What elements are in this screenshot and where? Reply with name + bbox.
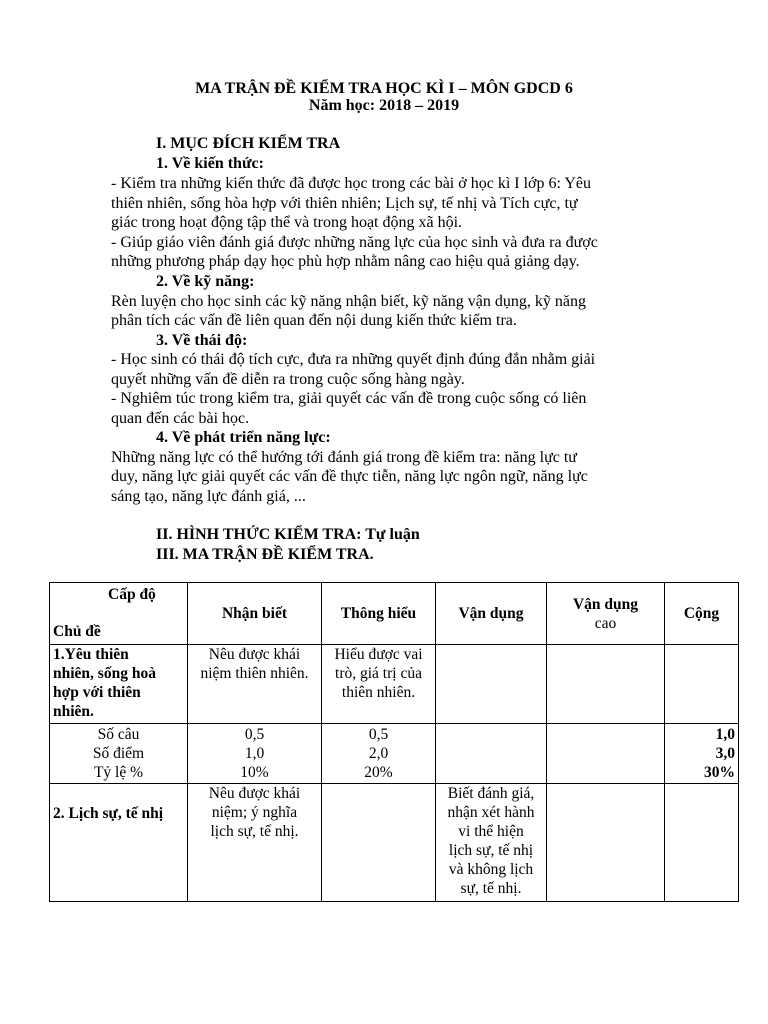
paragraph-line: - Nghiêm túc trong kiểm tra, giải quyết các vấn đề trong cuộc sống có liên: [111, 390, 587, 407]
text-line: sự, tế nhị.: [460, 880, 522, 897]
stats-1-understand-cell: [322, 724, 436, 784]
header-recognize: Nhận biết: [188, 583, 322, 645]
text-line: niệm thiên nhiên.: [200, 665, 309, 682]
topic-header: Chủ đề: [53, 623, 101, 640]
stats-1-labels-cell: [50, 724, 188, 784]
stat-label-points: Số điểm: [92, 745, 145, 762]
paragraph-line: - Học sinh có thái độ tích cực, đưa ra những quyết định đúng đắn nhằm giải: [111, 351, 596, 368]
paragraph-line: duy, năng lực giải quyết các vấn đề thực tiễn, năng lực ngôn ngữ, năng lực: [111, 468, 588, 485]
stat-value: 2,0: [368, 745, 389, 762]
paragraph-line: thiên nhiên, sống hòa hợp với thiên nhiên; Lịch sự, tế nhị và Tích cực, tự: [111, 195, 578, 212]
stat-value: 0,5: [244, 726, 265, 743]
text-line: nhiên.: [53, 703, 94, 720]
stats-1-apply-high-cell: [547, 724, 665, 784]
header-apply-high: [547, 583, 665, 645]
paragraph-line: quyết những vấn đề diễn ra trong cuộc sống hàng ngày.: [111, 371, 465, 388]
stat-value: 1,0: [244, 745, 265, 762]
text-line: lịch sự, tế nhị: [448, 842, 534, 859]
topic-2-recognize-cell: [188, 784, 322, 902]
section-1-4-heading: 4. Về phát triển năng lực:: [156, 429, 331, 446]
topic-2-name-cell: [50, 784, 188, 902]
header-total: Cộng: [665, 583, 739, 645]
topic-1-recognize-cell: [188, 645, 322, 724]
stats-1-apply-cell: [436, 724, 547, 784]
level-header: Cấp độ: [108, 586, 156, 603]
text-line: 1.Yêu thiên: [53, 646, 129, 663]
section-1-1-heading: 1. Về kiến thức:: [156, 155, 264, 172]
text-line: vi thể hiện: [458, 823, 524, 840]
section-2-heading: II. HÌNH THỨC KIỂM TRA: Tự luận: [156, 526, 420, 543]
school-year: Năm học: 2018 – 2019: [308, 97, 460, 114]
text-line: niệm; ý nghĩa: [211, 804, 298, 821]
text-line: nhận xét hành: [447, 804, 535, 821]
text-line: Hiểu được vai: [334, 646, 423, 663]
section-1-2-heading: 2. Về kỹ năng:: [156, 273, 255, 290]
paragraph-line: - Kiểm tra những kiến thức đã được học trong các bài ở học kì I lớp 6: Yêu: [111, 175, 591, 192]
paragraph-line: sáng tạo, năng lực đánh giá, ...: [111, 488, 306, 505]
text-line: Nêu được khái: [208, 646, 301, 663]
text-line: thiên nhiên.: [341, 684, 416, 701]
topic-1-understand-cell: [322, 645, 436, 724]
table-row-topic-2: [50, 784, 739, 902]
stat-label-questions: Số câu: [97, 726, 140, 743]
topic-1-apply-high-cell: [547, 645, 665, 724]
text-line: nhiên, sống hoà: [53, 665, 156, 682]
paragraph-line: Những năng lực có thể hướng tới đánh giá trong đề kiểm tra: năng lực tư: [111, 449, 577, 466]
text-line: Biết đánh giá,: [447, 785, 535, 802]
stat-value: 10%: [240, 764, 269, 781]
test-matrix-table: [49, 582, 739, 902]
table-row-stats-1: [50, 724, 739, 784]
text-line: Nêu được khái: [208, 785, 301, 802]
table-header-row: [50, 583, 739, 645]
paragraph-line: giác trong hoạt động tập thể và trong hoạt động xã hội.: [111, 214, 463, 231]
text-line: lịch sự, tế nhị.: [210, 823, 299, 840]
text-line: trò, giá trị của: [335, 665, 422, 682]
topic-2-name: 2. Lịch sự, tế nhị: [53, 805, 164, 822]
stat-value: 0,5: [368, 726, 389, 743]
stats-1-recognize-cell: [188, 724, 322, 784]
text-line: và không lịch: [448, 861, 534, 878]
topic-2-apply-high-cell: [547, 784, 665, 902]
header-understand: Thông hiểu: [322, 583, 436, 645]
topic-1-apply-cell: [436, 645, 547, 724]
paragraph-line: phân tích các vấn đề liên quan đến nội dung kiến thức kiểm tra.: [111, 312, 517, 329]
paragraph-line: những phương pháp dạy học phù hợp nhằm nâng cao hiệu quả giảng dạy.: [111, 253, 580, 270]
stat-total: 30%: [704, 764, 735, 781]
paragraph-line: - Giúp giáo viên đánh giá được những năng lực của học sinh và đưa ra được: [111, 234, 598, 251]
stat-total: 3,0: [715, 745, 735, 762]
text-line: hợp với thiên: [53, 684, 141, 701]
header-apply-high-line2: cao: [594, 614, 617, 632]
stat-label-percent: Tỷ lệ %: [93, 764, 144, 781]
header-apply-high-line1: Vận dụng: [572, 595, 639, 613]
section-3-heading: III. MA TRẬN ĐỀ KIỂM TRA.: [156, 546, 374, 563]
stat-value: 20%: [364, 764, 393, 781]
document-title: MA TRẬN ĐỀ KIỂM TRA HỌC KÌ I – MÔN GDCD 6: [195, 80, 573, 97]
section-1-heading: I. MỤC ĐÍCH KIỂM TRA: [156, 135, 341, 152]
stats-1-total-cell: [665, 724, 739, 784]
topic-2-understand-cell: [322, 784, 436, 902]
topic-1-total-cell: [665, 645, 739, 724]
topic-1-name-cell: [50, 645, 188, 724]
paragraph-line: quan đến các bài học.: [111, 410, 250, 427]
level-topic-header-cell: [50, 583, 188, 645]
table-row-topic-1: [50, 645, 739, 724]
paragraph-line: Rèn luyện cho học sinh các kỹ năng nhận biết, kỹ năng vận dụng, kỹ năng: [111, 293, 586, 310]
topic-2-total-cell: [665, 784, 739, 902]
section-1-3-heading: 3. Về thái độ:: [156, 332, 248, 349]
stat-total: 1,0: [715, 726, 735, 743]
header-apply: Vận dụng: [436, 583, 547, 645]
topic-2-apply-cell: [436, 784, 547, 902]
